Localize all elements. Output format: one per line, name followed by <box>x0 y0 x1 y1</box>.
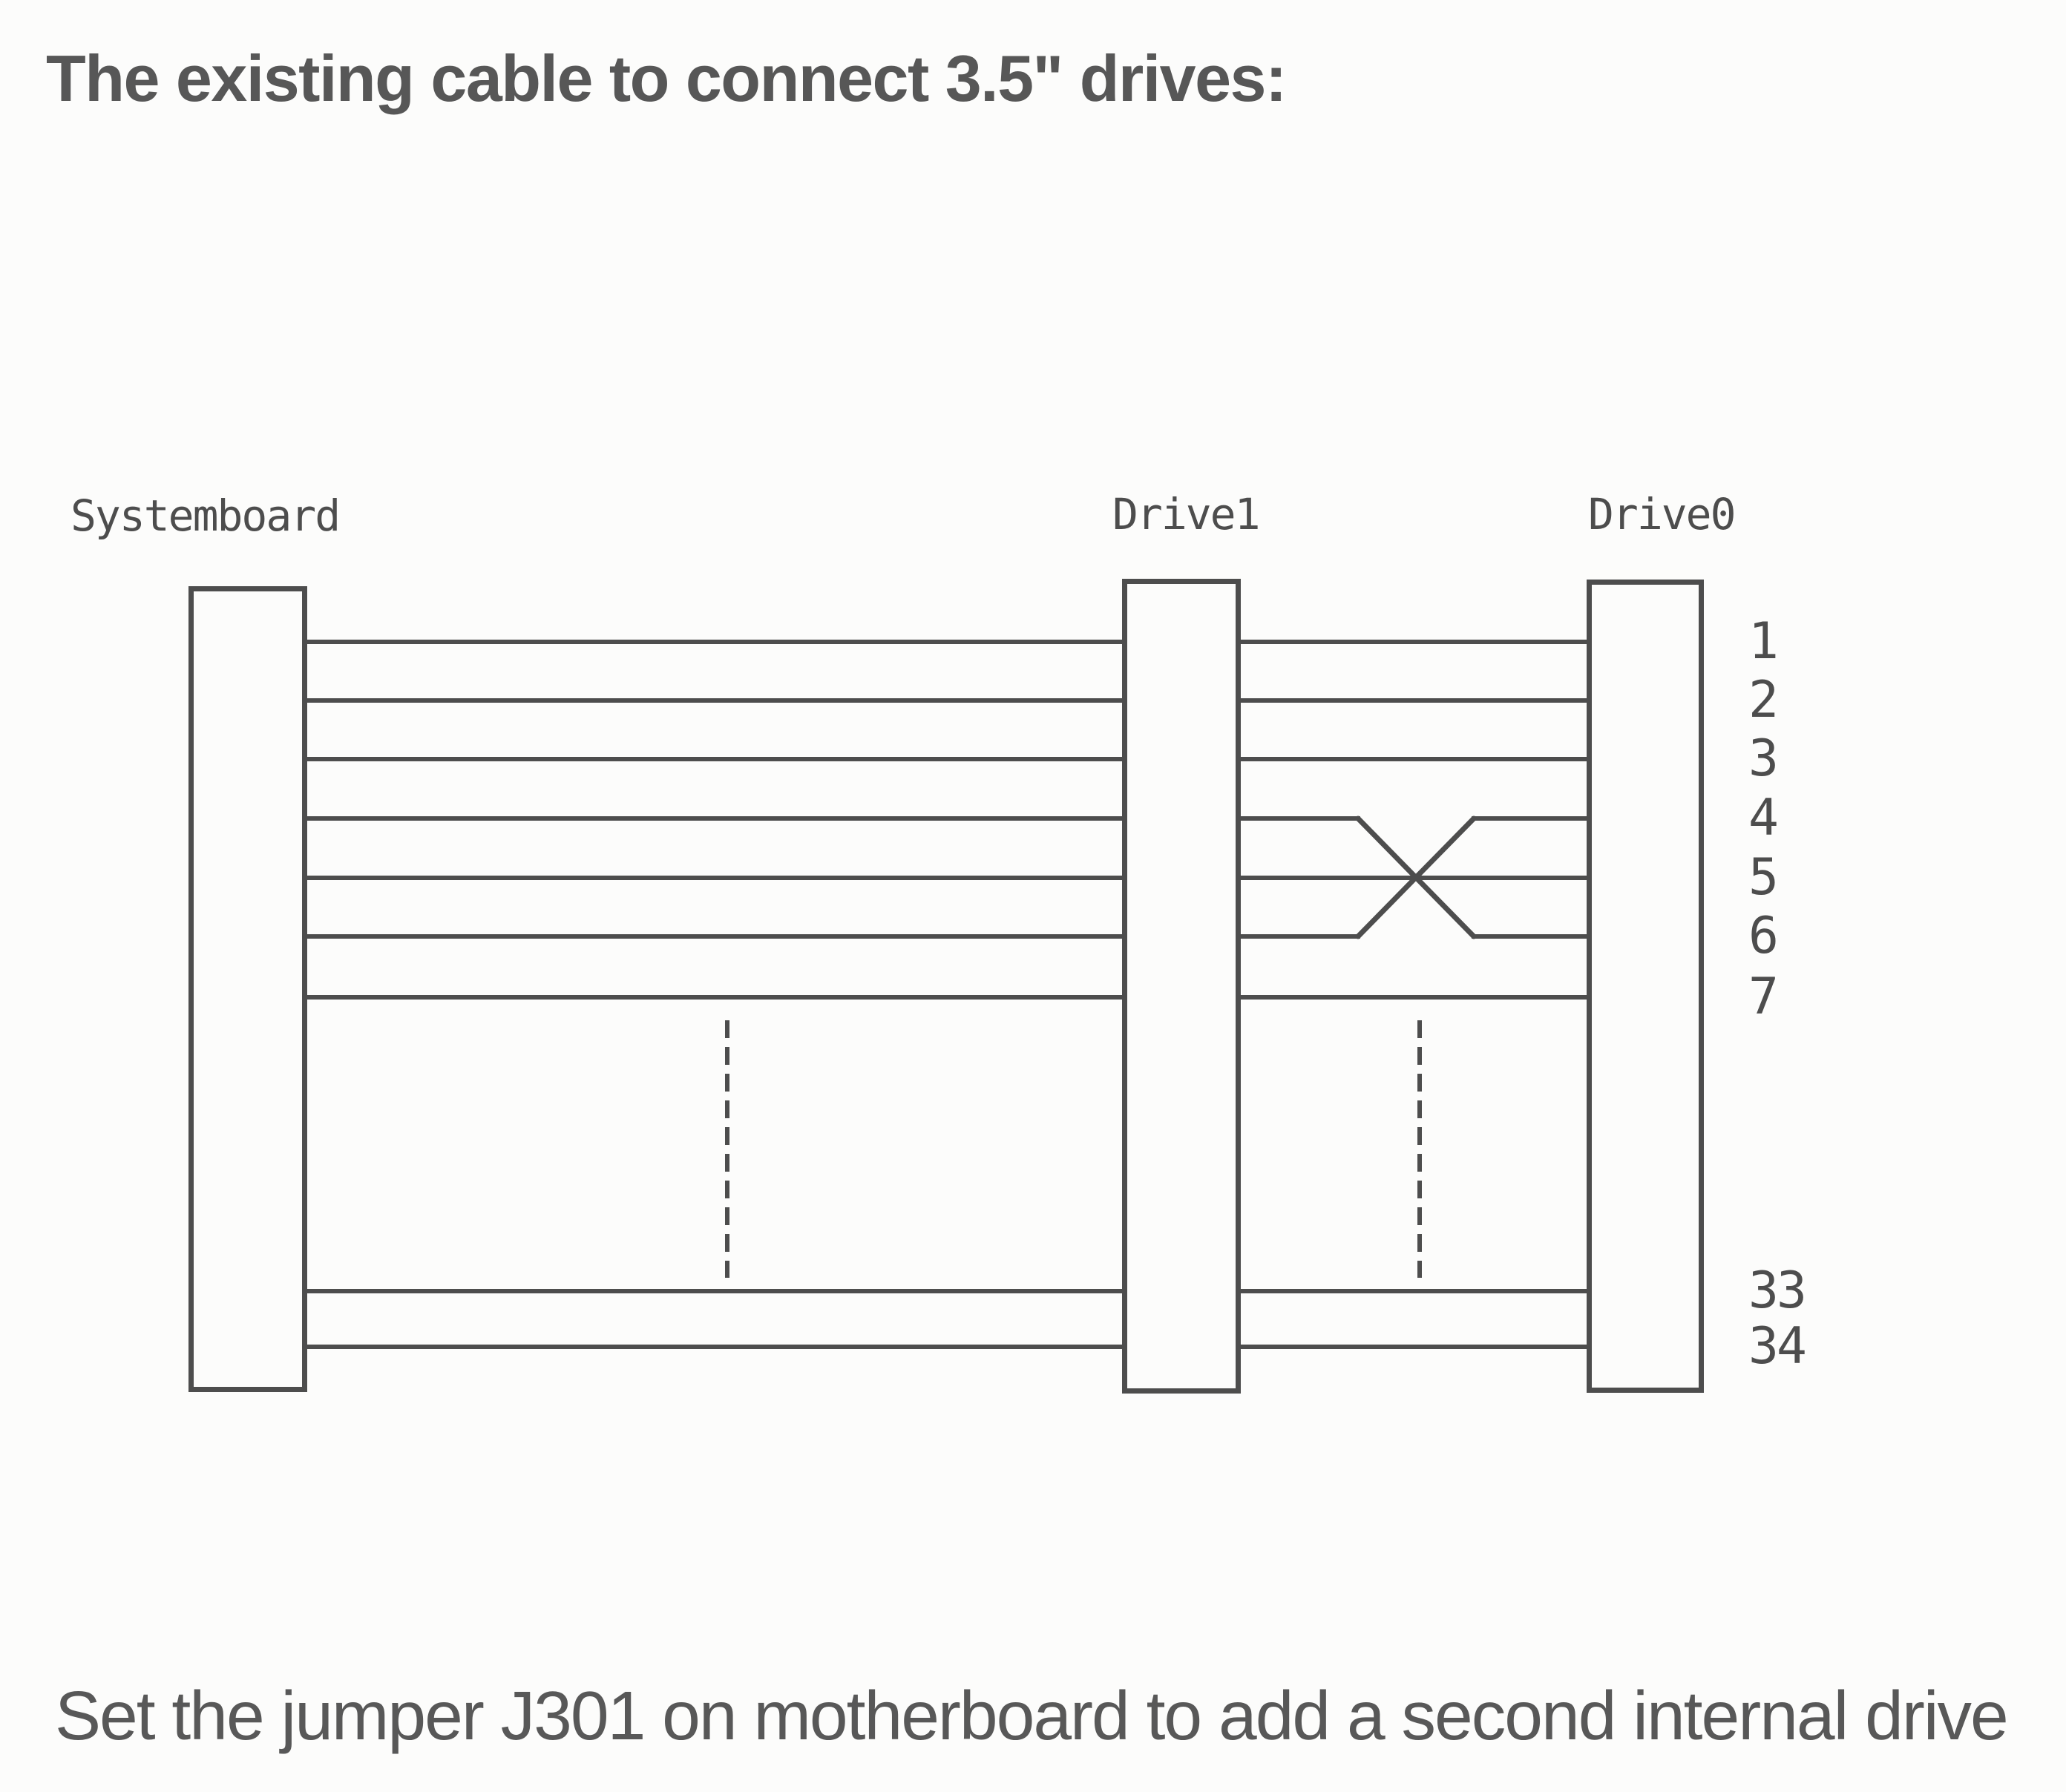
connector-label-drive0: Drive0 <box>1588 489 1735 539</box>
connector-label-drive1: Drive1 <box>1112 489 1259 539</box>
wire-6-left-segment <box>306 934 1125 939</box>
connector-box-systemboard <box>188 586 307 1392</box>
pin-number-3: 3 <box>1748 729 1777 788</box>
wire-7-left-segment <box>306 995 1125 1000</box>
wire-7-right-segment <box>1238 995 1590 1000</box>
wire-33-left-segment <box>306 1289 1125 1293</box>
wire-6-right-segment-a <box>1238 934 1360 939</box>
connector-label-systemboard: Systemboard <box>70 490 340 541</box>
wire-5-right-segment <box>1238 876 1590 880</box>
wire-4-left-segment <box>306 816 1125 821</box>
wire-1-left-segment <box>306 640 1125 644</box>
wire-34-right-segment <box>1238 1345 1590 1349</box>
pin-number-33: 33 <box>1748 1261 1805 1320</box>
bottom-caption: Set the jumper J301 on motherboard to add a second internal drive <box>55 1677 2007 1754</box>
pin-number-34: 34 <box>1748 1317 1805 1376</box>
pin-number-1: 1 <box>1748 612 1777 671</box>
wire-3-left-segment <box>306 757 1125 761</box>
wire-2-right-segment <box>1238 698 1590 703</box>
wire-33-right-segment <box>1238 1289 1590 1293</box>
pin-number-4: 4 <box>1748 789 1777 847</box>
connector-box-drive0 <box>1587 580 1704 1393</box>
wire-4-right-segment-a <box>1238 816 1360 821</box>
page-title: The existing cable to connect 3.5" drives: <box>46 42 1286 115</box>
wire-4-right-segment-b <box>1472 816 1590 821</box>
pin-number-5: 5 <box>1748 848 1777 907</box>
wire-2-left-segment <box>306 698 1125 703</box>
pin-number-2: 2 <box>1748 671 1777 729</box>
pin-number-6: 6 <box>1748 907 1777 965</box>
wire-5-left-segment <box>306 876 1125 880</box>
connector-box-drive1 <box>1122 579 1241 1394</box>
wire-6-right-segment-b <box>1472 934 1590 939</box>
pin-number-7: 7 <box>1748 968 1777 1026</box>
wire-34-left-segment <box>306 1345 1125 1349</box>
wire-3-right-segment <box>1238 757 1590 761</box>
wire-1-right-segment <box>1238 640 1590 644</box>
